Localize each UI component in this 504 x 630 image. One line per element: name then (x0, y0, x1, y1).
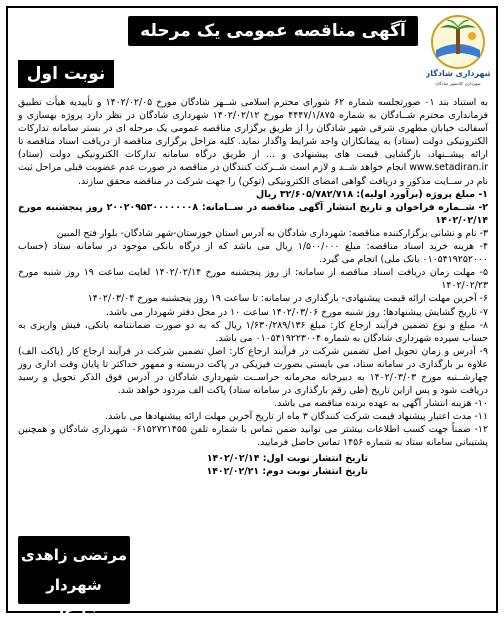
logo-subtext: شهرداری کلانشهر شادگان (435, 81, 481, 86)
ad-intro: به استناد بند ۰۱ صورتجلسه شماره ۶۲ شورای محترم اسلامی شــهر شادگان مورخ ۱۴۰۲/۰۲/۰۵ و تأییدیه هیأت تطبیق فرمانداری محترم شــادگان به شماره ۴۴۴۷/۱/۸۷۵ مورخ ۱۴۰۲/۰۲/۱۲ شهرداری شادگان در نظر دارد پروژه بهسازی و آسفالت خیابان مطهری شرقی شهر شادگان را از طریق برگزاری مناقصه عمومی یک مرحله ای در بستر سامانه تدارکات الکترونیکی دولت (ستاد) به پیمانکاران واجد شرایط واگذار نماید. کلیه مراحل برگزاری مناقصه از دریافت اسناد مناقصه تا ارائه پیشــنهاد، بازگشایی قیمت های پیشنهادی و ... از طریق درگاه سامانه تدارکات الکترونیکی دولت (ستاد) www.setadiran.ir انجام خواهد شــد و لازم است شــرکت کنندگان در مناقصه در صورت عدم عضویت قبلی مراحل ثبت نام در ســایت مذکور و دریافت گواهی امضای الکترونیکی (توکن) را جهت شرکت در مناقصه محقق سازند. (18, 97, 488, 187)
palm-tree-seal-icon (426, 12, 490, 88)
publication-date-second: تاریخ انتشار نوبت دوم: ۱۴۰۲/۰۲/۲۱ (206, 465, 368, 477)
ad-item-5: ۵- مهلت زمان دریافت اسناد مناقصه از سامانه: از روز پنجشنبه مورخ ۱۴۰۲/۰۲/۱۴ لغایت ساعت ۱۹ روز شنبه مورخ ۱۴۰۲/۰۲/۲۳ (18, 267, 488, 292)
ad-body (18, 96, 488, 478)
ad-item-2: ۲- شــماره فراخوان و تاریخ انتشار آگهی مناقصه در ســامانه: ۲۰۰۲۰۹۵۳۰۰۰۰۰۰۰۸ روز پنجشنبه مورخ ۱۴۰۲/۰۲/۱۴ (18, 201, 488, 226)
signature-name: مرتضی زاهدی (20, 546, 128, 564)
ad-item-3: ۳- نام و نشانی برگزارکننده مناقصه: شهرداری شادگان به آدرس استان خوزستان-شهر شادگان- بلوار فتح المبین (56, 227, 488, 239)
ad-item-4: ۴- هزینه خرید اسناد مناقصه: مبلغ ۱/۵۰۰/۰۰۰ ریال می باشد که از درگاه بانکی موجود در سامانه ستاد (حساب ۰۱۰۵۴۱۹۲۵۲۰۰۰ بانک ملی) انجام می گیرد. (18, 241, 488, 266)
ad-item-11: ۱۱- مدت اعتبار پیشنهاد قیمت شرکت کنندگان ۳ ماه از تاریخ آخرین مهلت ارائه پیشنهادها می باشد. (105, 411, 488, 423)
logo-text: شهرداری شادگان (426, 69, 490, 78)
ad-item-8: ۸- مبلغ و نوع تضمین فرآیند ارجاع کار: مبلغ ۱/۶۳۰/۲۸۹/۱۳۶ ریال که به دو صورت ضمانتنامه بانکی، فیش واریزی به حساب سپرده شهرداری شادگان به شماره ۰۱۰۵۴۱۹۲۲۳۰۰۴ می باشد. (18, 319, 488, 344)
ad-title: آگهی مناقصه عمومی یک مرحله ای (128, 16, 418, 46)
publication-dates (18, 452, 488, 478)
publication-date-first: تاریخ انتشار نوبت اول: ۱۴۰۲/۰۲/۱۴ (206, 452, 368, 464)
round-label: نوبت اول (18, 60, 114, 88)
ad-item-1: ۱- مبلغ پروژه (برآورد اولیه): ۳۲/۶۰۵/۷۸۲/۷۱۸ ریال (256, 188, 488, 200)
ad-frame (6, 6, 498, 624)
ad-header (8, 8, 496, 92)
ad-item-10: ۱۰- هزینه انتشار آگهی به عهده برنده مناقصه می باشد. (274, 398, 488, 410)
signature-role: شهردار شادگان (46, 576, 102, 624)
ad-item-12: ۱۲- ضمناً جهت کسب اطلاعات بیشتر می توانید ضمن تماس با شماره تلفن ۰۶۱۵۲۷۲۱۴۵۵ شهرداری شادگان و همچنین پشتیبانی سامانه ستاد به شماره ۱۴۵۶ تماس حاصل فرمایید. (18, 424, 488, 449)
ad-item-6: ۶- آخرین مهلت ارائه قیمت پیشنهادی- بارگذاری در سامانه: تا ساعت ۱۹ روز پنجشنبه مورخ ۱۴۰۲/۰۳/۰۴ (87, 293, 488, 305)
ad-item-9: ۹- آدرس و زمان تحویل اصل تضمین شرکت در فرآیند ارجاع کار: اصل تضمین شرکت در فرآیند ارجاع کار (پاکت الف) علاوه بر بارگذاری در سامانه ستاد، می بایستی بصورت فیزیکی در پاکت دربسته و ممهور حداکثر تا پایان وقت اداری روز چهارشــنبه مورخ ۱۴۰۲/۰۳/۰۳ به دبیرخانه محرمانه حراســت شهرداری شادگان در آدرس فوق الذکر تحویل و رسید دریافت شود و پس ازاین تاریخ (طی رقم بارگذاری در سامانه ستاد) پاکت الف مردود خواهد شد. (18, 345, 489, 397)
signature-block (18, 536, 130, 624)
ad-item-7: ۷- تاریخ گشایش پیشنهادها: روز شنبه مورخ ۱۴۰۲/۰۳/۰۶ ساعت ۱۰ در محل دفتر شهردار می باشد. (105, 306, 488, 318)
